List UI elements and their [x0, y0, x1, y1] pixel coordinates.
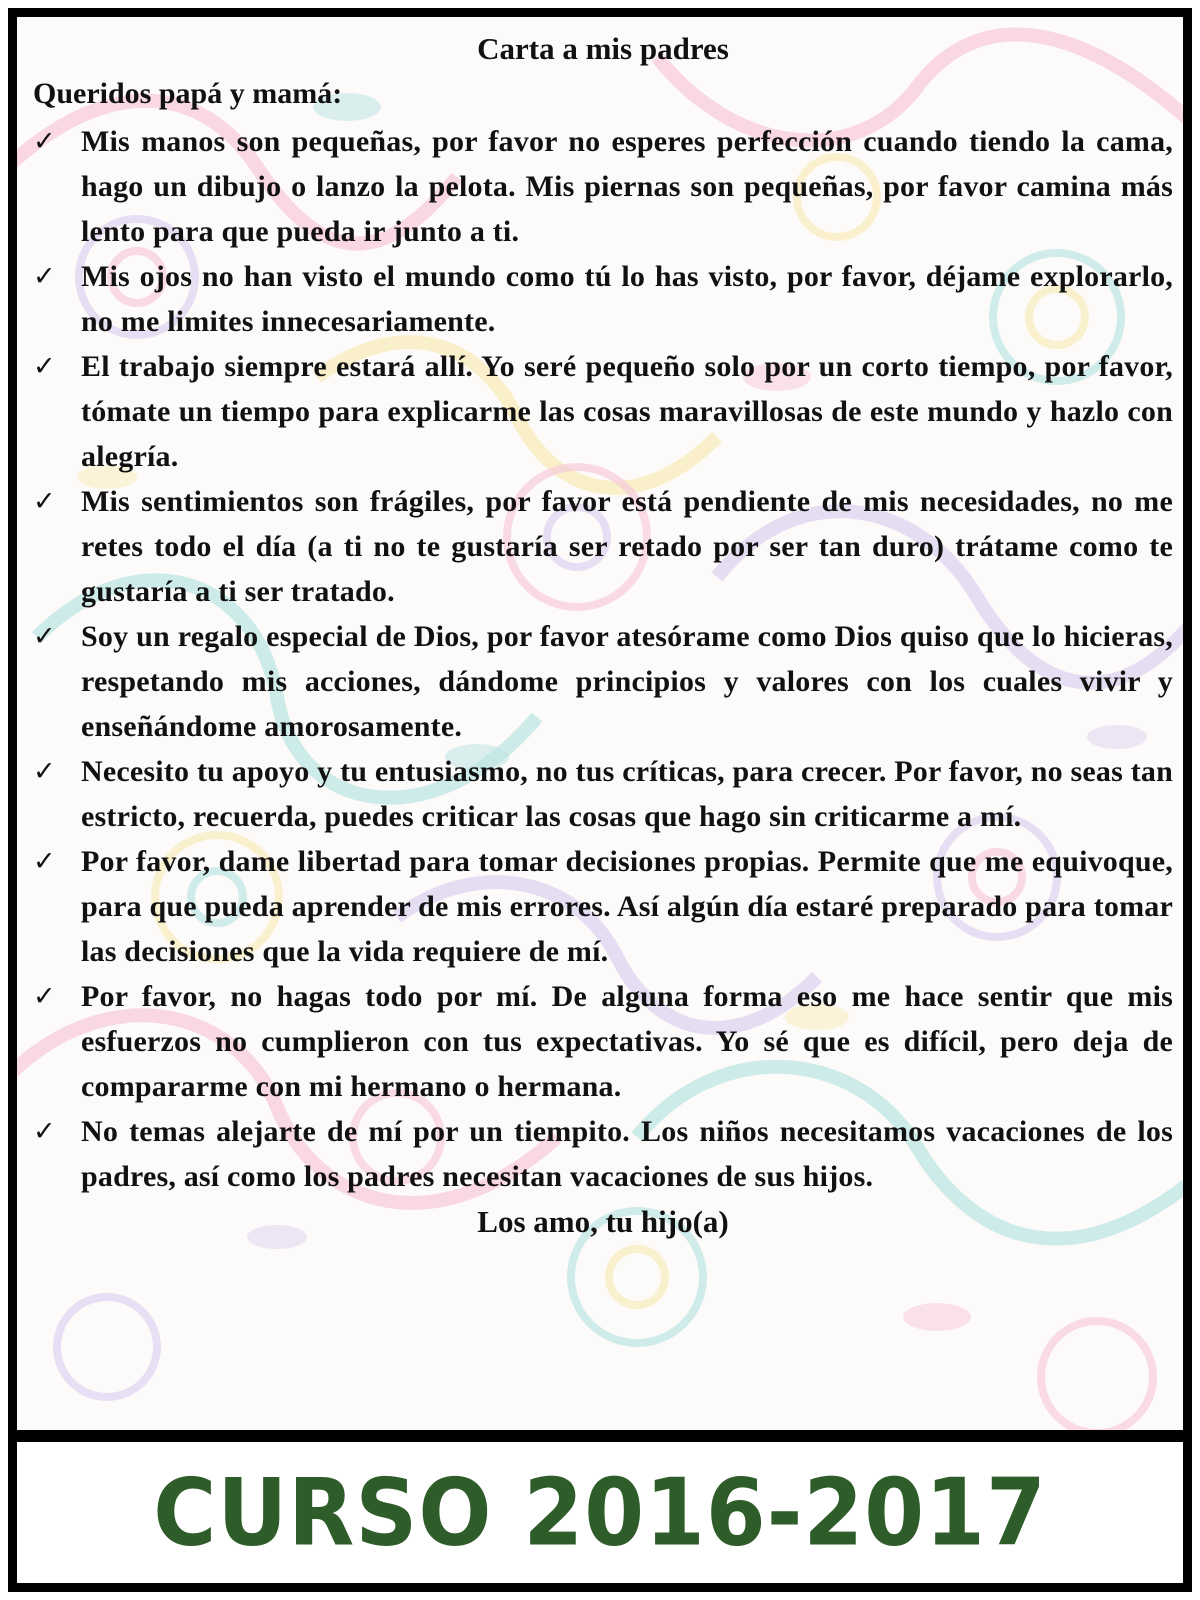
- checkmark-icon: ✓: [33, 756, 56, 787]
- list-item: [33, 344, 1173, 479]
- list-item-text: Mis ojos no han visto el mundo como tú lo has visto, por favor, déjame explorarlo, no me limites innecesariamente.: [81, 260, 1173, 338]
- list-item-text: Mis manos son pequeñas, por favor no esperes perfección cuando tiendo la cama, hago un dibujo o lanzo la pelota. Mis piernas son pequeñas, por favor camina más lento para que pueda ir junto a ti.: [81, 125, 1173, 248]
- list-item: [33, 1109, 1173, 1199]
- poster-frame: [8, 8, 1192, 1592]
- checkmark-icon: ✓: [33, 486, 56, 517]
- list-item-text: El trabajo siempre estará allí. Yo seré pequeño solo por un corto tiempo, por favor, tómate un tiempo para explicarme las cosas maravillosas de este mundo y hazlo con alegría.: [81, 350, 1173, 473]
- letter-greeting: Queridos papá y mamá:: [33, 77, 343, 110]
- list-item-text: No temas alejarte de mí por un tiempito. Los niños necesitamos vacaciones de los padres, así como los padres necesitan vacaciones de sus hijos.: [81, 1115, 1173, 1193]
- course-year-title: CURSO 2016-2017: [153, 1458, 1047, 1567]
- list-item: [33, 749, 1173, 839]
- list-item-text: Soy un regalo especial de Dios, por favor atesórame como Dios quiso que lo hicieras, respetando mis acciones, dándome principios y valores con los cuales vivir y enseñándome amorosamente.: [81, 620, 1173, 743]
- footer-divider: [17, 1430, 1183, 1442]
- list-item: [33, 614, 1173, 749]
- checkmark-icon: ✓: [33, 846, 56, 877]
- list-item-text: Por favor, dame libertad para tomar decisiones propias. Permite que me equivoque, para que pueda aprender de mis errores. Así algún día estaré preparado para tomar las decisiones que la vida requiere de mí.: [81, 845, 1173, 968]
- letter-title: Carta a mis padres: [477, 31, 729, 66]
- list-item-text: Por favor, no hagas todo por mí. De alguna forma eso me hace sentir que mis esfuerzos no cumplieron con tus expectativas. Yo sé que es difícil, pero deja de compararme con mi hermano o hermana.: [81, 980, 1173, 1103]
- wishes-list: [33, 119, 1173, 1199]
- checkmark-icon: ✓: [33, 621, 56, 652]
- list-item: [33, 119, 1173, 254]
- checkmark-icon: ✓: [33, 351, 56, 382]
- checkmark-icon: ✓: [33, 1116, 56, 1147]
- checkmark-icon: ✓: [33, 126, 56, 157]
- list-item-text: Mis sentimientos son frágiles, por favor está pendiente de mis necesidades, no me retes todo el día (a ti no te gustaría ser retado por ser tan duro) trátame como te gustaría a ti ser tratado.: [81, 485, 1173, 608]
- letter-signature: Los amo, tu hijo(a): [477, 1204, 729, 1239]
- list-item: [33, 974, 1173, 1109]
- letter-panel: [17, 17, 1183, 1430]
- list-item: [33, 479, 1173, 614]
- footer-banner: [17, 1442, 1183, 1583]
- list-item-text: Necesito tu apoyo y tu entusiasmo, no tus críticas, para crecer. Por favor, no seas tan estricto, recuerda, puedes criticar las cosas que hago sin criticarme a mí.: [81, 755, 1173, 833]
- checkmark-icon: ✓: [33, 981, 56, 1012]
- list-item: [33, 839, 1173, 974]
- list-item: [33, 254, 1173, 344]
- letter-body: [33, 27, 1173, 1244]
- checkmark-icon: ✓: [33, 261, 56, 292]
